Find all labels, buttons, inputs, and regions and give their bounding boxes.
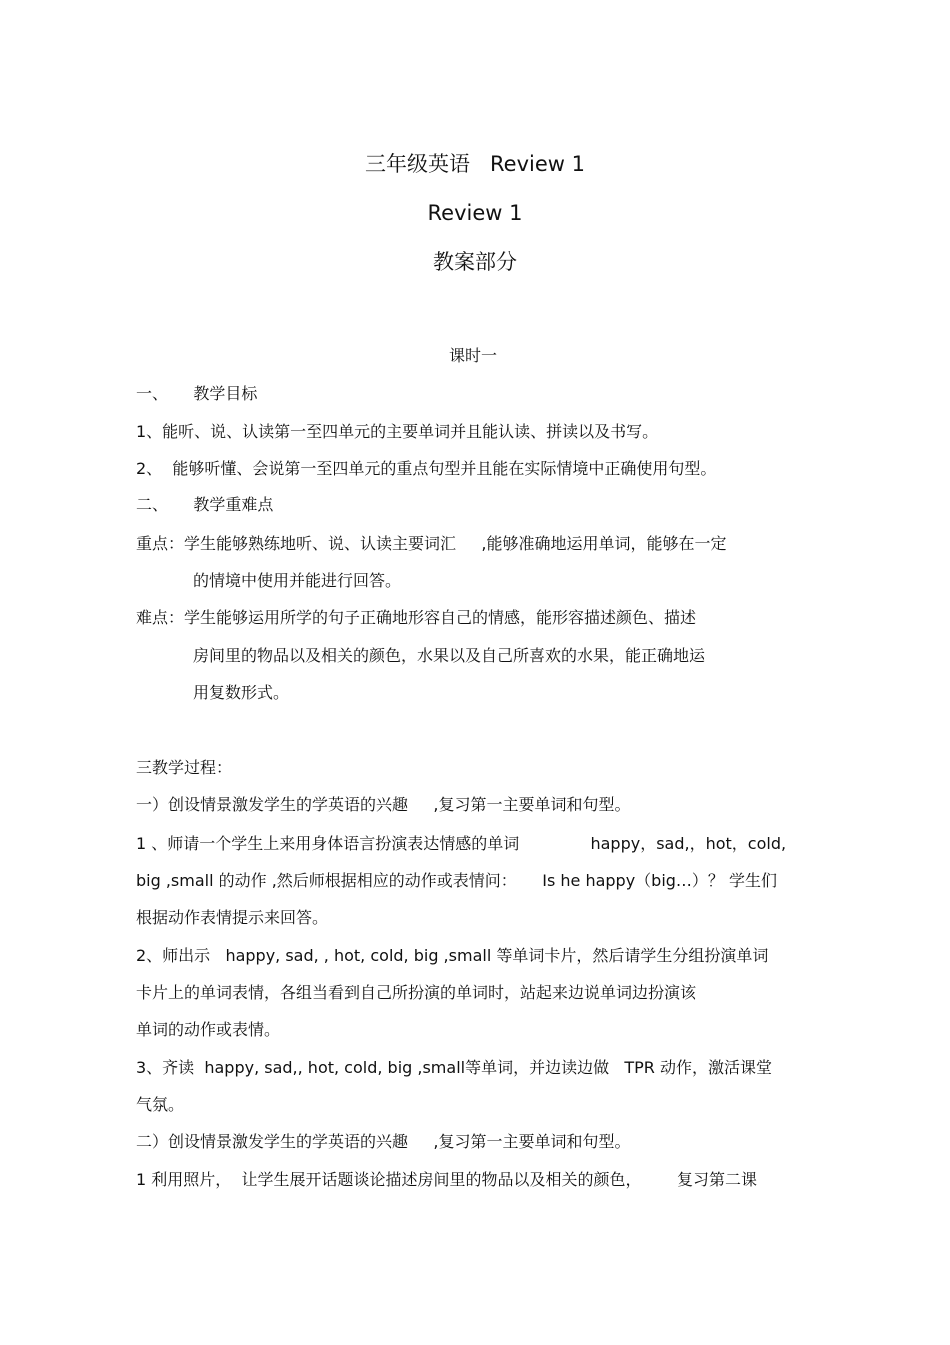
step-1-item-1-line-2: big ,small 的动作 ,然后师根据相应的动作或表情问： Is he happy（big…）？ 学生们 xyxy=(136,871,778,890)
heading-objectives: 一、 教学目标 xyxy=(136,384,258,403)
step-2-item-1-line-1: 1 利用照片， 让学生展开话题谈论描述房间里的物品以及相关的颜色， 复习第二课 xyxy=(136,1170,758,1189)
step-1-item-2-line-3: 单词的动作或表情。 xyxy=(136,1020,281,1039)
difficulty-line-3: 用复数形式。 xyxy=(193,683,290,702)
key-point-line-2: 的情境中使用并能进行回答。 xyxy=(193,571,402,590)
step-1-heading: 一）创设情景激发学生的学英语的兴趣 ,复习第一主要单词和句型。 xyxy=(136,795,631,814)
difficulty-line-1: 难点：学生能够运用所学的句子正确地形容自己的情感，能形容描述颜色、描述 xyxy=(136,608,697,627)
step-1-item-1-line-1: 1 、师请一个学生上来用身体语言扮演表达情感的单词 happy，sad,，hot，cold, xyxy=(136,834,787,853)
lesson-label: 课时一 xyxy=(448,346,497,365)
difficulty-line-2: 房间里的物品以及相关的颜色，水果以及自己所喜欢的水果，能正确地运 xyxy=(193,646,706,665)
key-point-line-1: 重点：学生能够熟练地听、说、认读主要词汇 ,能够准确地运用单词，能够在一定 xyxy=(136,534,727,553)
heading-key-points: 二、 教学重难点 xyxy=(136,495,274,514)
step-2-heading: 二）创设情景激发学生的学英语的兴趣 ,复习第一主要单词和句型。 xyxy=(136,1132,631,1151)
document-subtitle: Review 1 xyxy=(427,201,523,225)
objective-2: 2、 能够听懂、会说第一至四单元的重点句型并且能在实际情境中正确使用句型。 xyxy=(136,459,717,478)
step-1-item-3-line-1: 3、齐读 happy, sad,, hot, cold, big ,small等单词，并边读边做 TPR 动作，激活课堂 xyxy=(136,1058,772,1077)
step-1-item-2-line-2: 卡片上的单词表情，各组当看到自己所扮演的单词时，站起来边说单词边扮演该 xyxy=(136,983,697,1002)
objective-1: 1、能听、说、认读第一至四单元的主要单词并且能认读、拼读以及书写。 xyxy=(136,422,659,441)
step-1-item-3-line-2: 气氛。 xyxy=(136,1095,185,1114)
heading-process: 三教学过程： xyxy=(136,758,233,777)
step-1-item-2-line-1: 2、师出示 happy, sad, , hot, cold, big ,small 等单词卡片，然后请学生分组扮演单词 xyxy=(136,946,769,965)
section-title: 教案部分 xyxy=(433,250,517,274)
step-1-item-1-line-3: 根据动作表情提示来回答。 xyxy=(136,908,329,927)
document-title: 三年级英语 Review 1 xyxy=(365,152,585,176)
